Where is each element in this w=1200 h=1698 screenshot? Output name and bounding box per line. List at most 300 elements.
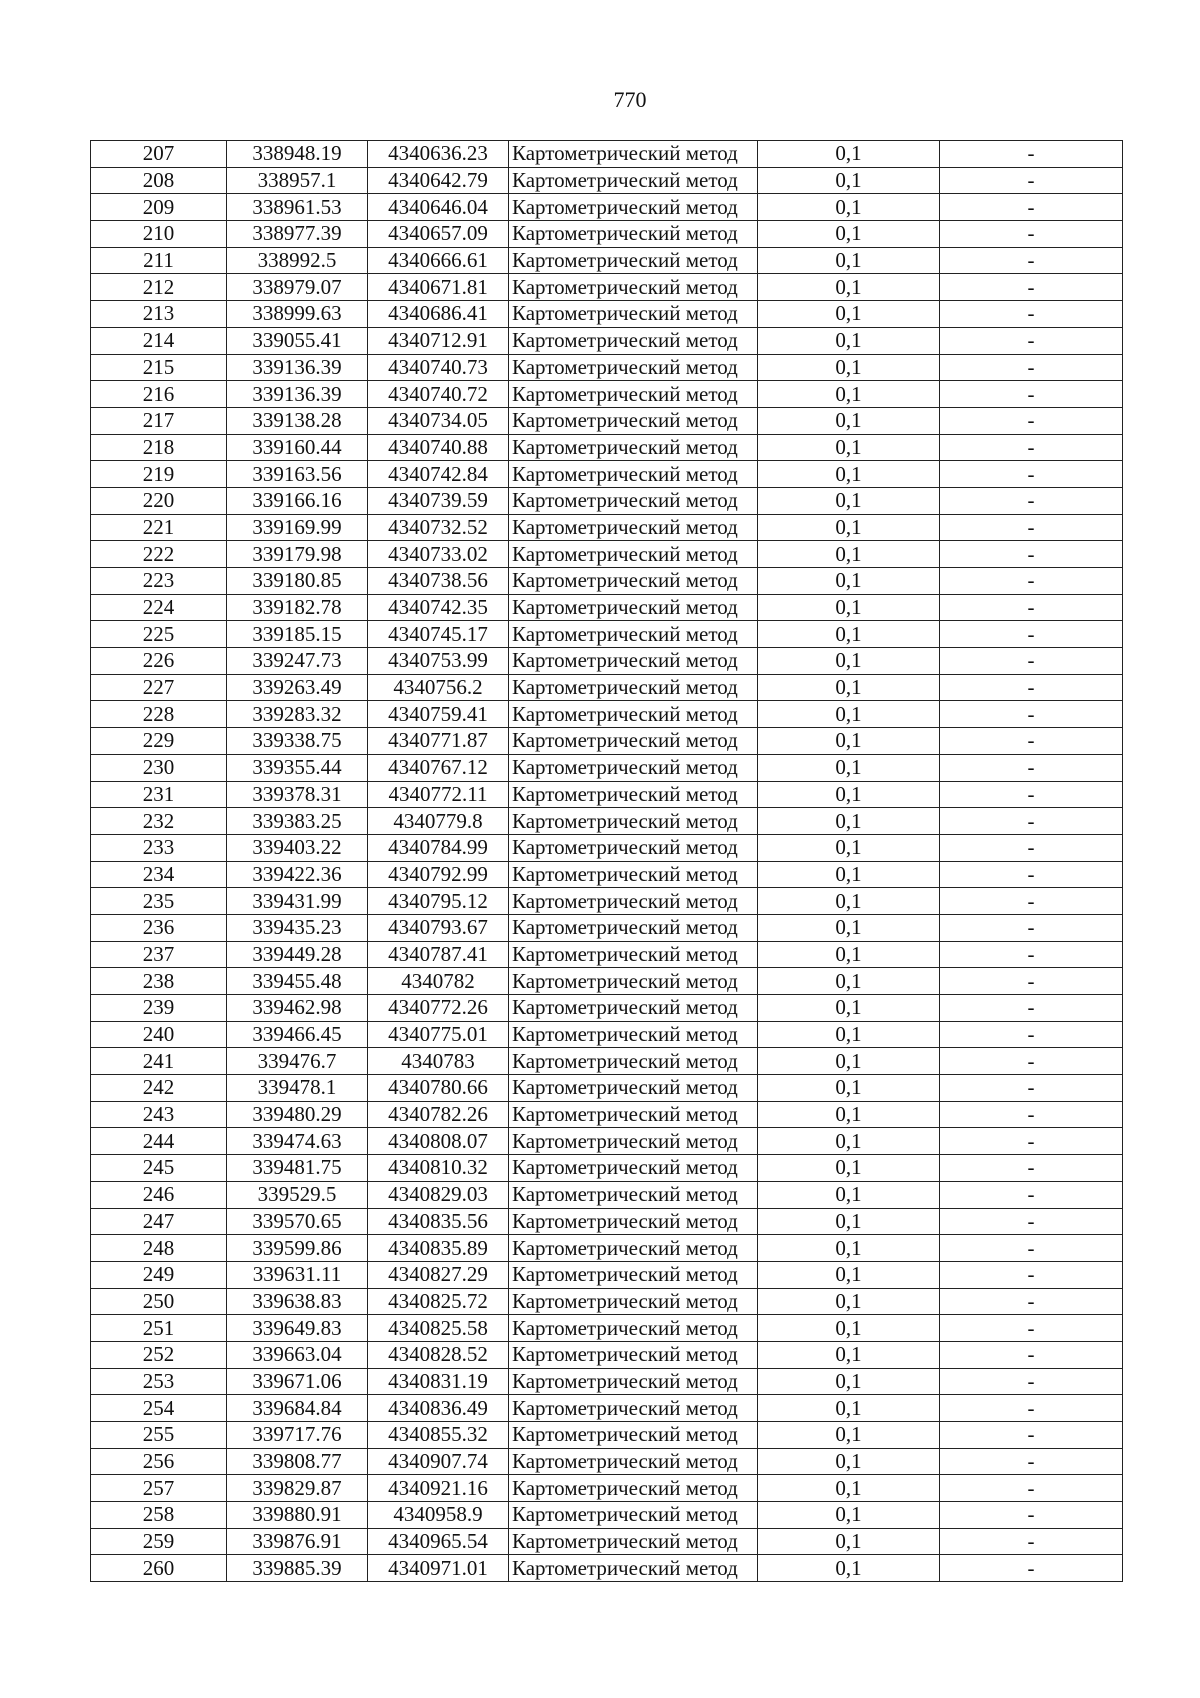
x-coordinate-cell: 339169.99 (227, 514, 368, 541)
accuracy-cell: 0,1 (758, 301, 940, 328)
method-cell: Картометрический метод (509, 1181, 758, 1208)
accuracy-cell: 0,1 (758, 407, 940, 434)
accuracy-cell: 0,1 (758, 968, 940, 995)
note-cell: - (940, 648, 1123, 675)
table-row (91, 754, 1123, 781)
y-coordinate-cell: 4340965.54 (368, 1528, 509, 1555)
accuracy-cell: 0,1 (758, 808, 940, 835)
note-cell: - (940, 327, 1123, 354)
method-cell: Картометрический метод (509, 1155, 758, 1182)
point-number-cell: 249 (91, 1261, 227, 1288)
point-number-cell: 251 (91, 1315, 227, 1342)
point-number-cell: 246 (91, 1181, 227, 1208)
accuracy-cell: 0,1 (758, 1208, 940, 1235)
accuracy-cell: 0,1 (758, 1075, 940, 1102)
accuracy-cell: 0,1 (758, 701, 940, 728)
accuracy-cell: 0,1 (758, 728, 940, 755)
point-number-cell: 221 (91, 514, 227, 541)
method-cell: Картометрический метод (509, 247, 758, 274)
accuracy-cell: 0,1 (758, 1341, 940, 1368)
note-cell: - (940, 541, 1123, 568)
table-row (91, 354, 1123, 381)
accuracy-cell: 0,1 (758, 194, 940, 221)
point-number-cell: 242 (91, 1075, 227, 1102)
x-coordinate-cell: 339808.77 (227, 1448, 368, 1475)
note-cell: - (940, 1208, 1123, 1235)
accuracy-cell: 0,1 (758, 648, 940, 675)
table-row (91, 1181, 1123, 1208)
y-coordinate-cell: 4340783 (368, 1048, 509, 1075)
table-row (91, 1235, 1123, 1262)
y-coordinate-cell: 4340795.12 (368, 888, 509, 915)
y-coordinate-cell: 4340831.19 (368, 1368, 509, 1395)
note-cell: - (940, 834, 1123, 861)
note-cell: - (940, 434, 1123, 461)
note-cell: - (940, 621, 1123, 648)
y-coordinate-cell: 4340738.56 (368, 568, 509, 595)
note-cell: - (940, 167, 1123, 194)
x-coordinate-cell: 339180.85 (227, 568, 368, 595)
note-cell: - (940, 1448, 1123, 1475)
point-number-cell: 211 (91, 247, 227, 274)
y-coordinate-cell: 4340657.09 (368, 221, 509, 248)
method-cell: Картометрический метод (509, 621, 758, 648)
table-row (91, 1128, 1123, 1155)
point-number-cell: 250 (91, 1288, 227, 1315)
y-coordinate-cell: 4340780.66 (368, 1075, 509, 1102)
x-coordinate-cell: 339599.86 (227, 1235, 368, 1262)
y-coordinate-cell: 4340712.91 (368, 327, 509, 354)
method-cell: Картометрический метод (509, 594, 758, 621)
point-number-cell: 233 (91, 834, 227, 861)
x-coordinate-cell: 339462.98 (227, 995, 368, 1022)
accuracy-cell: 0,1 (758, 1261, 940, 1288)
method-cell: Картометрический метод (509, 1235, 758, 1262)
y-coordinate-cell: 4340771.87 (368, 728, 509, 755)
table-row (91, 1155, 1123, 1182)
table-row (91, 808, 1123, 835)
table-row (91, 888, 1123, 915)
table-row (91, 834, 1123, 861)
accuracy-cell: 0,1 (758, 434, 940, 461)
y-coordinate-cell: 4340733.02 (368, 541, 509, 568)
table-row (91, 941, 1123, 968)
x-coordinate-cell: 339880.91 (227, 1502, 368, 1529)
method-cell: Картометрический метод (509, 1475, 758, 1502)
y-coordinate-cell: 4340808.07 (368, 1128, 509, 1155)
method-cell: Картометрический метод (509, 487, 758, 514)
point-number-cell: 229 (91, 728, 227, 755)
note-cell: - (940, 781, 1123, 808)
point-number-cell: 255 (91, 1422, 227, 1449)
point-number-cell: 210 (91, 221, 227, 248)
method-cell: Картометрический метод (509, 648, 758, 675)
coordinates-table-body (91, 141, 1123, 1582)
x-coordinate-cell: 339383.25 (227, 808, 368, 835)
note-cell: - (940, 1315, 1123, 1342)
accuracy-cell: 0,1 (758, 781, 940, 808)
coordinates-table (90, 140, 1123, 1582)
point-number-cell: 230 (91, 754, 227, 781)
accuracy-cell: 0,1 (758, 1368, 940, 1395)
note-cell: - (940, 247, 1123, 274)
y-coordinate-cell: 4340753.99 (368, 648, 509, 675)
table-row (91, 1395, 1123, 1422)
accuracy-cell: 0,1 (758, 461, 940, 488)
note-cell: - (940, 1181, 1123, 1208)
method-cell: Картометрический метод (509, 995, 758, 1022)
point-number-cell: 243 (91, 1101, 227, 1128)
x-coordinate-cell: 339179.98 (227, 541, 368, 568)
accuracy-cell: 0,1 (758, 1181, 940, 1208)
accuracy-cell: 0,1 (758, 1048, 940, 1075)
x-coordinate-cell: 339481.75 (227, 1155, 368, 1182)
method-cell: Картометрический метод (509, 728, 758, 755)
point-number-cell: 216 (91, 381, 227, 408)
note-cell: - (940, 968, 1123, 995)
y-coordinate-cell: 4340686.41 (368, 301, 509, 328)
table-row (91, 701, 1123, 728)
method-cell: Картометрический метод (509, 1502, 758, 1529)
method-cell: Картометрический метод (509, 1075, 758, 1102)
x-coordinate-cell: 339663.04 (227, 1341, 368, 1368)
point-number-cell: 227 (91, 674, 227, 701)
method-cell: Картометрический метод (509, 1315, 758, 1342)
x-coordinate-cell: 338948.19 (227, 141, 368, 168)
y-coordinate-cell: 4340907.74 (368, 1448, 509, 1475)
y-coordinate-cell: 4340835.89 (368, 1235, 509, 1262)
method-cell: Картометрический метод (509, 861, 758, 888)
table-row (91, 1422, 1123, 1449)
note-cell: - (940, 568, 1123, 595)
note-cell: - (940, 1155, 1123, 1182)
x-coordinate-cell: 339449.28 (227, 941, 368, 968)
accuracy-cell: 0,1 (758, 568, 940, 595)
point-number-cell: 225 (91, 621, 227, 648)
y-coordinate-cell: 4340958.9 (368, 1502, 509, 1529)
table-row (91, 1048, 1123, 1075)
point-number-cell: 259 (91, 1528, 227, 1555)
table-row (91, 1288, 1123, 1315)
x-coordinate-cell: 338979.07 (227, 274, 368, 301)
y-coordinate-cell: 4340855.32 (368, 1422, 509, 1449)
table-row (91, 194, 1123, 221)
y-coordinate-cell: 4340734.05 (368, 407, 509, 434)
accuracy-cell: 0,1 (758, 754, 940, 781)
x-coordinate-cell: 339455.48 (227, 968, 368, 995)
x-coordinate-cell: 339474.63 (227, 1128, 368, 1155)
method-cell: Картометрический метод (509, 514, 758, 541)
x-coordinate-cell: 339435.23 (227, 914, 368, 941)
point-number-cell: 222 (91, 541, 227, 568)
y-coordinate-cell: 4340829.03 (368, 1181, 509, 1208)
y-coordinate-cell: 4340810.32 (368, 1155, 509, 1182)
table-row (91, 487, 1123, 514)
note-cell: - (940, 861, 1123, 888)
x-coordinate-cell: 339649.83 (227, 1315, 368, 1342)
point-number-cell: 208 (91, 167, 227, 194)
accuracy-cell: 0,1 (758, 1288, 940, 1315)
table-row (91, 381, 1123, 408)
y-coordinate-cell: 4340636.23 (368, 141, 509, 168)
note-cell: - (940, 141, 1123, 168)
note-cell: - (940, 1341, 1123, 1368)
y-coordinate-cell: 4340646.04 (368, 194, 509, 221)
point-number-cell: 228 (91, 701, 227, 728)
y-coordinate-cell: 4340787.41 (368, 941, 509, 968)
note-cell: - (940, 1235, 1123, 1262)
method-cell: Картометрический метод (509, 141, 758, 168)
y-coordinate-cell: 4340971.01 (368, 1555, 509, 1582)
method-cell: Картометрический метод (509, 1208, 758, 1235)
method-cell: Картометрический метод (509, 461, 758, 488)
table-row (91, 648, 1123, 675)
y-coordinate-cell: 4340740.73 (368, 354, 509, 381)
point-number-cell: 215 (91, 354, 227, 381)
note-cell: - (940, 461, 1123, 488)
page-number: 770 (613, 87, 647, 112)
x-coordinate-cell: 339403.22 (227, 834, 368, 861)
note-cell: - (940, 674, 1123, 701)
note-cell: - (940, 1422, 1123, 1449)
y-coordinate-cell: 4340671.81 (368, 274, 509, 301)
accuracy-cell: 0,1 (758, 914, 940, 941)
x-coordinate-cell: 339466.45 (227, 1021, 368, 1048)
method-cell: Картометрический метод (509, 1448, 758, 1475)
table-row (91, 1528, 1123, 1555)
point-number-cell: 247 (91, 1208, 227, 1235)
note-cell: - (940, 1528, 1123, 1555)
x-coordinate-cell: 339182.78 (227, 594, 368, 621)
y-coordinate-cell: 4340642.79 (368, 167, 509, 194)
note-cell: - (940, 1261, 1123, 1288)
method-cell: Картометрический метод (509, 781, 758, 808)
point-number-cell: 256 (91, 1448, 227, 1475)
method-cell: Картометрический метод (509, 1368, 758, 1395)
note-cell: - (940, 274, 1123, 301)
table-row (91, 1448, 1123, 1475)
point-number-cell: 219 (91, 461, 227, 488)
table-row (91, 247, 1123, 274)
method-cell: Картометрический метод (509, 1422, 758, 1449)
note-cell: - (940, 194, 1123, 221)
method-cell: Картометрический метод (509, 167, 758, 194)
y-coordinate-cell: 4340772.26 (368, 995, 509, 1022)
point-number-cell: 212 (91, 274, 227, 301)
method-cell: Картометрический метод (509, 1528, 758, 1555)
note-cell: - (940, 1475, 1123, 1502)
table-row (91, 1101, 1123, 1128)
method-cell: Картометрический метод (509, 808, 758, 835)
x-coordinate-cell: 339631.11 (227, 1261, 368, 1288)
x-coordinate-cell: 339136.39 (227, 354, 368, 381)
table-row (91, 514, 1123, 541)
method-cell: Картометрический метод (509, 1261, 758, 1288)
accuracy-cell: 0,1 (758, 1235, 940, 1262)
x-coordinate-cell: 339338.75 (227, 728, 368, 755)
x-coordinate-cell: 338999.63 (227, 301, 368, 328)
x-coordinate-cell: 339671.06 (227, 1368, 368, 1395)
point-number-cell: 237 (91, 941, 227, 968)
x-coordinate-cell: 339480.29 (227, 1101, 368, 1128)
point-number-cell: 257 (91, 1475, 227, 1502)
method-cell: Картометрический метод (509, 914, 758, 941)
point-number-cell: 239 (91, 995, 227, 1022)
x-coordinate-cell: 339166.16 (227, 487, 368, 514)
table-row (91, 1208, 1123, 1235)
x-coordinate-cell: 338961.53 (227, 194, 368, 221)
y-coordinate-cell: 4340921.16 (368, 1475, 509, 1502)
y-coordinate-cell: 4340782.26 (368, 1101, 509, 1128)
accuracy-cell: 0,1 (758, 1448, 940, 1475)
table-row (91, 141, 1123, 168)
y-coordinate-cell: 4340756.2 (368, 674, 509, 701)
point-number-cell: 232 (91, 808, 227, 835)
accuracy-cell: 0,1 (758, 888, 940, 915)
x-coordinate-cell: 339885.39 (227, 1555, 368, 1582)
accuracy-cell: 0,1 (758, 541, 940, 568)
accuracy-cell: 0,1 (758, 1555, 940, 1582)
x-coordinate-cell: 339684.84 (227, 1395, 368, 1422)
note-cell: - (940, 1395, 1123, 1422)
accuracy-cell: 0,1 (758, 621, 940, 648)
table-row (91, 995, 1123, 1022)
table-row (91, 221, 1123, 248)
accuracy-cell: 0,1 (758, 1395, 940, 1422)
x-coordinate-cell: 339160.44 (227, 434, 368, 461)
note-cell: - (940, 1021, 1123, 1048)
y-coordinate-cell: 4340827.29 (368, 1261, 509, 1288)
method-cell: Картометрический метод (509, 1555, 758, 1582)
accuracy-cell: 0,1 (758, 167, 940, 194)
table-row (91, 1555, 1123, 1582)
accuracy-cell: 0,1 (758, 221, 940, 248)
y-coordinate-cell: 4340732.52 (368, 514, 509, 541)
point-number-cell: 207 (91, 141, 227, 168)
note-cell: - (940, 1101, 1123, 1128)
point-number-cell: 214 (91, 327, 227, 354)
note-cell: - (940, 1075, 1123, 1102)
table-row (91, 541, 1123, 568)
table-row (91, 327, 1123, 354)
accuracy-cell: 0,1 (758, 674, 940, 701)
table-row (91, 301, 1123, 328)
table-row (91, 914, 1123, 941)
note-cell: - (940, 1502, 1123, 1529)
y-coordinate-cell: 4340767.12 (368, 754, 509, 781)
table-row (91, 1368, 1123, 1395)
method-cell: Картометрический метод (509, 407, 758, 434)
method-cell: Картометрический метод (509, 888, 758, 915)
table-row (91, 434, 1123, 461)
method-cell: Картометрический метод (509, 754, 758, 781)
table-row (91, 461, 1123, 488)
method-cell: Картометрический метод (509, 1341, 758, 1368)
method-cell: Картометрический метод (509, 1395, 758, 1422)
x-coordinate-cell: 338977.39 (227, 221, 368, 248)
method-cell: Картометрический метод (509, 381, 758, 408)
y-coordinate-cell: 4340793.67 (368, 914, 509, 941)
x-coordinate-cell: 339163.56 (227, 461, 368, 488)
x-coordinate-cell: 339638.83 (227, 1288, 368, 1315)
y-coordinate-cell: 4340742.35 (368, 594, 509, 621)
y-coordinate-cell: 4340775.01 (368, 1021, 509, 1048)
note-cell: - (940, 995, 1123, 1022)
point-number-cell: 213 (91, 301, 227, 328)
note-cell: - (940, 594, 1123, 621)
note-cell: - (940, 1288, 1123, 1315)
x-coordinate-cell: 339247.73 (227, 648, 368, 675)
x-coordinate-cell: 339529.5 (227, 1181, 368, 1208)
method-cell: Картометрический метод (509, 568, 758, 595)
x-coordinate-cell: 339717.76 (227, 1422, 368, 1449)
method-cell: Картометрический метод (509, 941, 758, 968)
table-row (91, 728, 1123, 755)
table-row (91, 1502, 1123, 1529)
note-cell: - (940, 407, 1123, 434)
y-coordinate-cell: 4340742.84 (368, 461, 509, 488)
y-coordinate-cell: 4340784.99 (368, 834, 509, 861)
x-coordinate-cell: 339138.28 (227, 407, 368, 434)
point-number-cell: 209 (91, 194, 227, 221)
table-row (91, 1315, 1123, 1342)
accuracy-cell: 0,1 (758, 1021, 940, 1048)
y-coordinate-cell: 4340836.49 (368, 1395, 509, 1422)
note-cell: - (940, 888, 1123, 915)
point-number-cell: 223 (91, 568, 227, 595)
y-coordinate-cell: 4340740.72 (368, 381, 509, 408)
y-coordinate-cell: 4340835.56 (368, 1208, 509, 1235)
x-coordinate-cell: 339136.39 (227, 381, 368, 408)
accuracy-cell: 0,1 (758, 1155, 940, 1182)
point-number-cell: 224 (91, 594, 227, 621)
x-coordinate-cell: 338992.5 (227, 247, 368, 274)
table-row (91, 781, 1123, 808)
table-row (91, 594, 1123, 621)
x-coordinate-cell: 339829.87 (227, 1475, 368, 1502)
y-coordinate-cell: 4340740.88 (368, 434, 509, 461)
method-cell: Картометрический метод (509, 194, 758, 221)
note-cell: - (940, 301, 1123, 328)
method-cell: Картометрический метод (509, 1101, 758, 1128)
y-coordinate-cell: 4340825.58 (368, 1315, 509, 1342)
accuracy-cell: 0,1 (758, 1475, 940, 1502)
note-cell: - (940, 754, 1123, 781)
table-row (91, 1475, 1123, 1502)
x-coordinate-cell: 339478.1 (227, 1075, 368, 1102)
accuracy-cell: 0,1 (758, 941, 940, 968)
accuracy-cell: 0,1 (758, 995, 940, 1022)
y-coordinate-cell: 4340779.8 (368, 808, 509, 835)
table-row (91, 407, 1123, 434)
point-number-cell: 218 (91, 434, 227, 461)
x-coordinate-cell: 339355.44 (227, 754, 368, 781)
x-coordinate-cell: 338957.1 (227, 167, 368, 194)
method-cell: Картометрический метод (509, 1048, 758, 1075)
y-coordinate-cell: 4340745.17 (368, 621, 509, 648)
point-number-cell: 236 (91, 914, 227, 941)
accuracy-cell: 0,1 (758, 594, 940, 621)
y-coordinate-cell: 4340759.41 (368, 701, 509, 728)
note-cell: - (940, 1368, 1123, 1395)
point-number-cell: 234 (91, 861, 227, 888)
x-coordinate-cell: 339263.49 (227, 674, 368, 701)
x-coordinate-cell: 339378.31 (227, 781, 368, 808)
accuracy-cell: 0,1 (758, 381, 940, 408)
table-row (91, 1261, 1123, 1288)
method-cell: Картометрический метод (509, 1021, 758, 1048)
accuracy-cell: 0,1 (758, 1422, 940, 1449)
